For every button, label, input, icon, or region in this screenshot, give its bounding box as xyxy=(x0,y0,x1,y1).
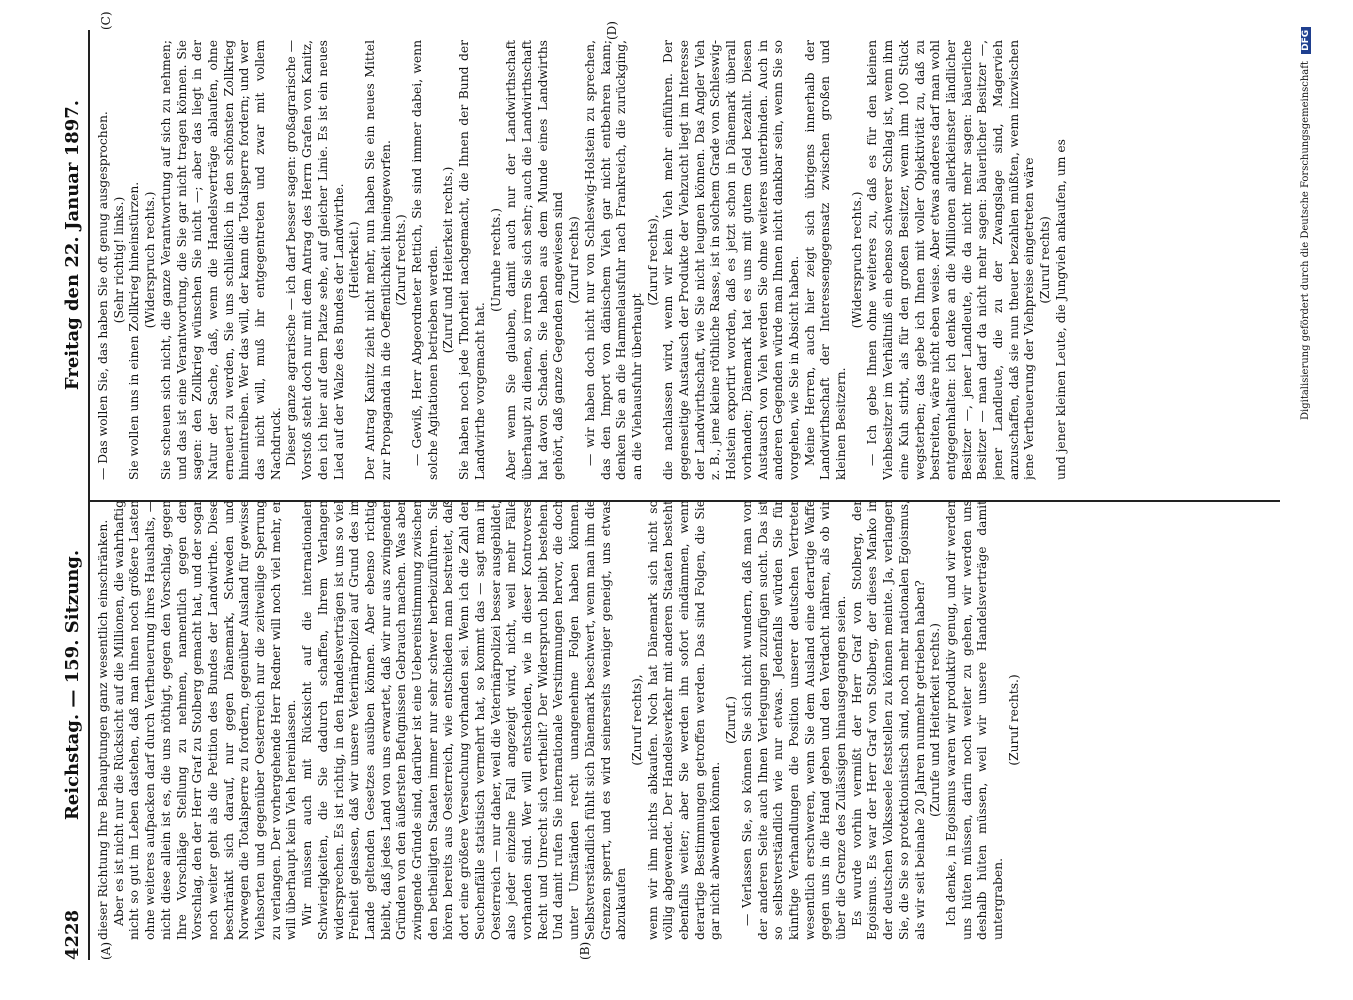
page-header xyxy=(60,30,90,960)
right-column-paragraph: und jener kleinen Leute, die Jungvieh ankaufen, um es xyxy=(1053,139,1068,480)
right-column-paragraph: (Widerspruch rechts.) xyxy=(849,191,864,329)
left-column-paragraph: wenn wir ihm nichts abkaufen. Noch hat Dänemark sich nicht so völlig abgewendet. Der Handelsverkehr mit anderen Staaten besteht ebenfalls weiter; aber Sie werden ihn sofort eindämmen, wenn derartige Bestimmungen getroffen werden. Das sind Folgen, die Sie gar nicht abwenden können. xyxy=(645,500,723,940)
left-column-paragraph: Es wurde vorhin vermißt der Herr Graf von Stolberg, der Egoismus. Es war der Herr Graf von Stolberg, der dieses Manko in der deutschen Volksseele feststellen zu können meinte. Ja, verlangen Sie, die Sie so protektionistisch sind, noch mehr nationalen Egoismus, als wir seit beinahe 20 Jahren nunmehr getrieben haben? xyxy=(849,500,927,940)
right-column-paragraph: Aber wenn Sie glauben, damit auch nur der Landwirthschaft überhaupt zu dienen, so irren Sie sich sehr; auch die Landwirthschaft hat davon Schaden. Sie haben aus dem Munde eines Landwirths gehört, daß ganze Gegenden angewiesen sind xyxy=(504,40,566,480)
right-column-paragraph: (Widerspruch rechts.) xyxy=(143,191,158,329)
right-column-paragraph: — Das wollen Sie, das haben Sie oft genug ausgesprochen. xyxy=(96,111,110,480)
right-text-column xyxy=(96,40,1266,480)
right-column-paragraph: (Zuruf rechts), xyxy=(645,214,660,306)
right-column-paragraph: Dieser ganze agrarische — ich darf besser sagen: großagrarische — Vorstoß steht doch nur mit dem Antrag des Herrn Grafen von Kanitz, den ich hier auf dem Platze sehe, auf gleicher Linie. Es ist ein neues Lied auf der Walze des Bundes der Landwirthe. xyxy=(284,40,346,480)
left-column-paragraph: dieser Richtung Ihre Behauptungen ganz wesentlich einschränken. xyxy=(96,519,110,940)
credit-text: Digitalisierung gefördert durch die Deutsche Forschungsgemeinschaft xyxy=(1300,61,1311,420)
left-column-paragraph: (Zurufe und Heiterkeit rechts.) xyxy=(928,623,943,817)
right-column-paragraph: Der Antrag Kanitz zieht nicht mehr, nun haben Sie ein neues Mittel zur Propaganda in die Oeffentlichkeit hineingeworfen. xyxy=(362,40,393,480)
dfg-logo: DFG xyxy=(1301,27,1311,54)
right-column-paragraph: Sie haben noch jede Thorheit nachgemacht, die Ihnen der Bund der Landwirthe vorgemacht hat. xyxy=(457,40,487,480)
column-divider xyxy=(90,500,1280,502)
digitization-credit xyxy=(1300,0,1311,420)
right-column-paragraph: die nachlassen wird, wenn wir kein Vieh mehr einführen. Der gegenseitige Austausch der Produkte der Viehzucht liegt im Interesse der Landwirthschaft, wie Sie nicht leugnen können. Das Angler Vieh z. B., jene kleine röthliche Rasse, ist in solchem Grade von Schleswig-Holstein exportirt worden, daß es jetzt schon in Dänemark überall vorhanden; Dänemark hat es uns mit gutem Geld bezahlt. Diesen Austausch von Vieh werden Sie ohne weiteres unterbinden. Auch in anderen Gegenden würde man Ihnen nicht dankbar sein, wenn Sie so vorgehen, wie Sie in Absicht haben. xyxy=(661,40,801,480)
right-column-paragraph: (Zuruf rechts.) xyxy=(394,214,409,306)
margin-mark-b: (B) xyxy=(578,941,592,960)
right-column-paragraph: (Zuruf rechts) xyxy=(567,216,582,304)
right-column-paragraph: — Ich gebe Ihnen ohne weiteres zu, daß es für den kleinen Viehbesitzer im Verhältniß ein ebenso schwerer Schlag ist, wenn ihm eine Kuh stirbt, als für den großen Besitzer, wenn ihm 100 Stück wegsterben; das gebe ich Ihnen mit voller Objektivität zu, daß zu bestreiten, wäre nicht eben weise. Aber etwas anderes darf man wohl entgegenhalten: ich denke an die Millionen allerkleinster ländlicher Besitzer —, jener Landleute, die da nicht mehr sagen: bäuerliche Besitzer — man darf da nicht mehr sagen: bäuerlicher Besitzer —, jener Landleute, die zu der Zwangslage sind, Magervieh anzuschaffen, daß sie nun theuer bezahlen müßten, wenn inzwischen jene Vertheuerung der Viehpreise eingetreten wäre xyxy=(865,40,1037,480)
right-column-paragraph: Meine Herren, auch hier zeigt sich übrigens innerhalb der Landwirthschaft der Interessengegensatz zwischen großen und kleinen Besitzern. xyxy=(802,40,849,480)
header-session: Reichstag. — 159. Sitzung. xyxy=(62,549,83,821)
left-column-paragraph: — Verlassen Sie, so können Sie sich nicht wundern, daß man von der anderen Seite auch Ihnen Verlegungen zuzufügen sucht. Das ist so selbstverständlich wie nur etwas. Jedenfalls würden Sie für künftige Verhandlungen die Position unserer deutschen Vertreter wesentlich erschweren, wenn Sie dem Ausland eine derartige Waffe gegen uns in die Hand geben und den Verdacht nähren, als ob wir über die Grenze des Zulässigen hinausgegangen seien. xyxy=(739,500,849,940)
left-text-column xyxy=(96,500,1266,940)
margin-mark-a: (A) xyxy=(99,941,113,960)
right-column-paragraph: (Sehr richtig! links.) xyxy=(111,196,126,324)
left-column-paragraph: Aber es ist nicht nur die Rücksicht auf die Millionen, die wahrhaftig nicht so gut im Leben dastehen, daß man ihnen noch größere Lasten ohne weiteres aufpacken darf durch Vertheuerung ihres Haushalts, — nicht diese allein ist es, die uns nöthigt, gegen den Vorschlag, gegen Ihre Vorschläge Stellung zu nehmen, namentlich gegen den Vorschlag, den der Herr Graf zu Stolberg gemacht hat, und der sogar noch weiter geht als die Petition des Bundes der Landwirthe. Diese beschränkt sich darauf, nur gegen Dänemark, Schweden und Norwegen die Totalsperre zu fordern, gegenüber Ausland für gewisse Viehsorten und gegenüber Oesterreich nur die zeitweilige Sperrung zu verlangen. Der vorhergehende Herr Redner will noch viel mehr, er will überhaupt kein Vieh hereinlassen. xyxy=(111,500,299,940)
right-column-paragraph: (Zuruf und Heiterkeit rechts.) xyxy=(441,166,456,354)
left-column-paragraph: (Zuruf rechts.) xyxy=(1006,674,1021,766)
margin-mark-c: (C) xyxy=(99,11,113,30)
right-column-paragraph: (Zuruf rechts) xyxy=(1038,216,1053,304)
left-column-paragraph: Wir müssen auch mit Rücksicht auf die internationalen Schwierigkeiten, die Sie dadurch schaffen, Ihrem Verlangen widersprechen. Es ist richtig, in den Handelsverträgen ist uns so viel Freiheit gelassen, daß wir unsere Veterinärpolizei auf Grund des im Lande geltenden Gesetzes ausüben können. Aber ebenso richtig bleibt, daß jedes Land von uns erwartet, daß wir nur aus zwingenden Gründen von den äußersten Befugnissen Gebrauch machen. Was aber zwingende Gründe sind, darüber ist eine Uebereinstimmung zwischen den betheiligten Staaten immer nur sehr schwer herbeizuführen. Sie hören bereits aus Oesterreich, wie entschieden man bestreitet, daß dort eine größere Verseuchung vorhanden sei. Wenn ich die Zahl der Seuchenfälle statistisch vermehrt hat, so kommt das — sagt man in Oesterreich — nur daher, weil die Veterinärpolizei besser ausgebildet, also jeder einzelne Fall angezeigt wird, nicht, weil mehr Fälle vorhanden sind. Wer will entscheiden, wie in dieser Kontroverse Recht und Unrecht sich vertheilt? Der Widerspruch bleibt bestehen. Und damit rufen Sie internationale Verstimmungen hervor, die doch unter Umständen recht unangenehme Folgen haben können. Selbstverständlich fühlt sich Dänemark beschwert, wenn man ihm die Grenzen sperrt, und es wird seinerseits weniger geneigt, uns etwas abzukaufen xyxy=(300,500,629,940)
right-column-paragraph: — wir haben doch nicht nur von Schleswig-Holstein zu sprechen, das den Import von dänischem Vieh gar nicht entbehren kann; denken Sie an die Hammelausfuhr nach Frankreich, die zurückging, an die Viehausfuhr überhaupt xyxy=(582,40,644,480)
margin-mark-d: (D) xyxy=(605,21,619,40)
header-date: Freitag den 22. Januar 1897. xyxy=(62,99,83,391)
left-column-paragraph: (Zuruf.) xyxy=(724,696,739,744)
right-column-paragraph: (Heiterkeit.) xyxy=(347,221,362,299)
left-column-paragraph: Ich denke, in Egoismus waren wir produktiv genug, und wir werden uns hüten müssen, darin noch weiter zu gehen, wir werden uns deshalb hüten müssen, weil wir unsere Handelsverträge damit untergraben. xyxy=(943,500,1006,940)
right-column-paragraph: Sie scheuen sich nicht, die ganze Verantwortung auf sich zu nehmen; und das ist eine Verantwortung, die Sie gar nicht tragen können. Sie sagen: den Zollkrieg wünschen Sie nicht —; aber das liegt in der Natur der Sache, daß, wenn die Handelsverträge ablaufen, ohne erneuert zu werden, Sie uns schließlich in den schönsten Zollkrieg hineintreiben. Wer das will, der kann die Totalsperre fordern; und wer das nicht will, muß ihr entgegentreten und zwar mit vollem Nachdruck. xyxy=(158,40,283,480)
right-column-paragraph: Sie wollen uns in einen Zollkrieg hineinstürzen. xyxy=(127,181,142,480)
right-column-paragraph: (Unruhe rechts.) xyxy=(488,208,503,312)
page-number: 4228 xyxy=(62,909,83,960)
left-column-paragraph: (Zuruf rechts), xyxy=(629,674,644,766)
right-column-paragraph: — Gewiß, Herr Abgeordneter Rettich, Sie sind immer dabei, wenn solche Agitationen betrieben werden. xyxy=(410,40,440,480)
